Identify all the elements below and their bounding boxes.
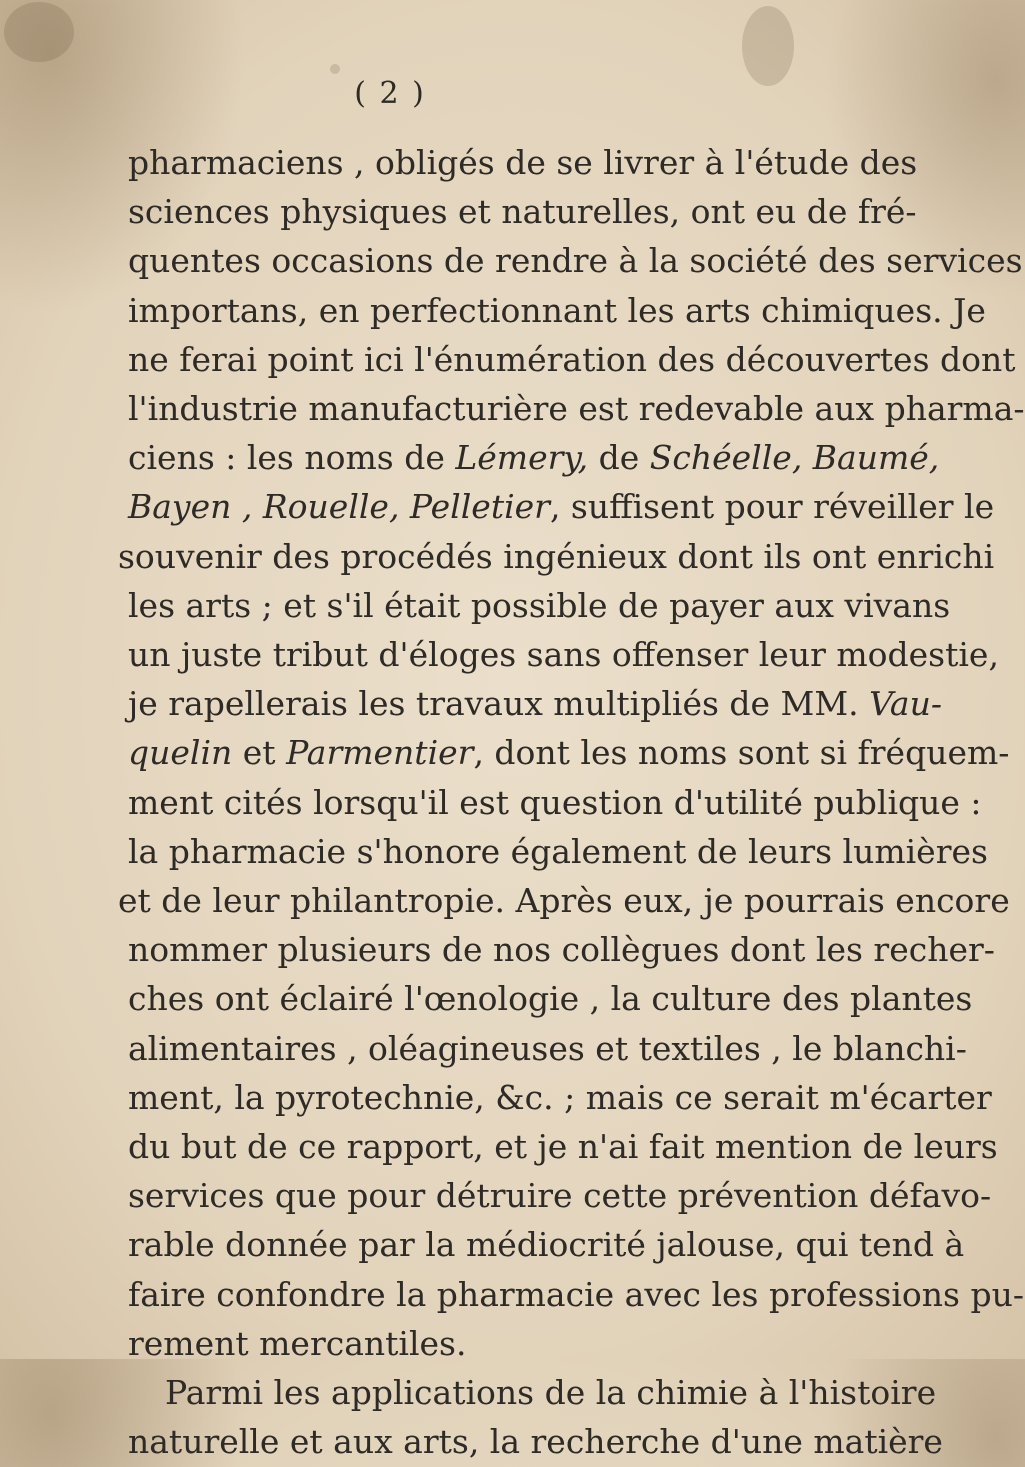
text-line: faire confondre la pharmacie avec les professions pu-	[128, 1274, 1024, 1314]
author-name: Parmentier	[286, 733, 474, 773]
text-line: ment cités lorsqu'il est question d'utilité publique :	[128, 782, 982, 822]
author-name: Vau-	[869, 684, 943, 724]
text-line: naturelle et aux arts, la recherche d'une matière	[128, 1422, 943, 1462]
text-line: et de leur philantropie. Après eux, je pourrais encore	[118, 881, 1010, 920]
text-line: la pharmacie s'honore également de leurs lumières	[128, 831, 988, 871]
text-line: nommer plusieurs de nos collègues dont les recher-	[128, 930, 995, 970]
text-line: importans, en perfectionnant les arts chimiques. Je	[128, 290, 986, 330]
text-line: les arts ; et s'il était possible de payer aux vivans	[128, 585, 951, 625]
text-line: alimentaires , oléagineuses et textiles , le blanchi-	[128, 1028, 967, 1068]
author-name: Bayen , Rouelle, Pelletier	[128, 487, 550, 527]
text-line: sciences physiques et naturelles, ont eu de fré-	[128, 192, 917, 232]
text-line: ches ont éclairé l'œnologie , la culture des plantes	[128, 979, 973, 1019]
text-line: l'industrie manufacturière est redevable aux pharma-	[128, 389, 1025, 428]
paper-stain	[742, 6, 794, 86]
text-line: souvenir des procédés ingénieux dont ils ont enrichi	[118, 536, 995, 576]
text-line: ment, la pyrotechnie, &c. ; mais ce serait m'écarter	[128, 1077, 992, 1117]
text-line: Bayen , Rouelle, Pelletier, suffisent pour réveiller le	[128, 487, 995, 527]
paper-stain	[4, 2, 74, 62]
text-line: je rapellerais les travaux multipliés de MM. Vau-	[128, 684, 943, 724]
text-line: rable donnée par la médiocrité jalouse, qui tend à	[128, 1225, 965, 1265]
author-name: Lémery,	[455, 438, 599, 478]
text-line: ne ferai point ici l'énumération des découvertes dont	[128, 339, 1016, 379]
text-line: quentes occasions de rendre à la société des services	[128, 241, 1023, 281]
text-line: un juste tribut d'éloges sans offenser leur modestie,	[128, 635, 999, 674]
page-number: ( 2 )	[354, 76, 426, 111]
text-line: rement mercantiles.	[128, 1323, 467, 1363]
author-name: quelin	[128, 733, 233, 773]
text-line: du but de ce rapport, et je n'ai fait mention de leurs	[128, 1127, 998, 1166]
text-line: ciens : les noms de Lémery, de Schéelle, Baumé,	[128, 438, 940, 478]
text-line: pharmaciens , obligés de se livrer à l'étude des	[128, 143, 918, 182]
text-line: services que pour détruire cette prévention défavo-	[128, 1176, 992, 1216]
paper-stain	[330, 64, 340, 74]
text-line: Parmi les applications de la chimie à l'histoire	[165, 1373, 937, 1412]
text-line: quelin et Parmentier, dont les noms sont si fréquem-	[128, 733, 1010, 773]
author-name: Schéelle, Baumé,	[649, 438, 940, 478]
